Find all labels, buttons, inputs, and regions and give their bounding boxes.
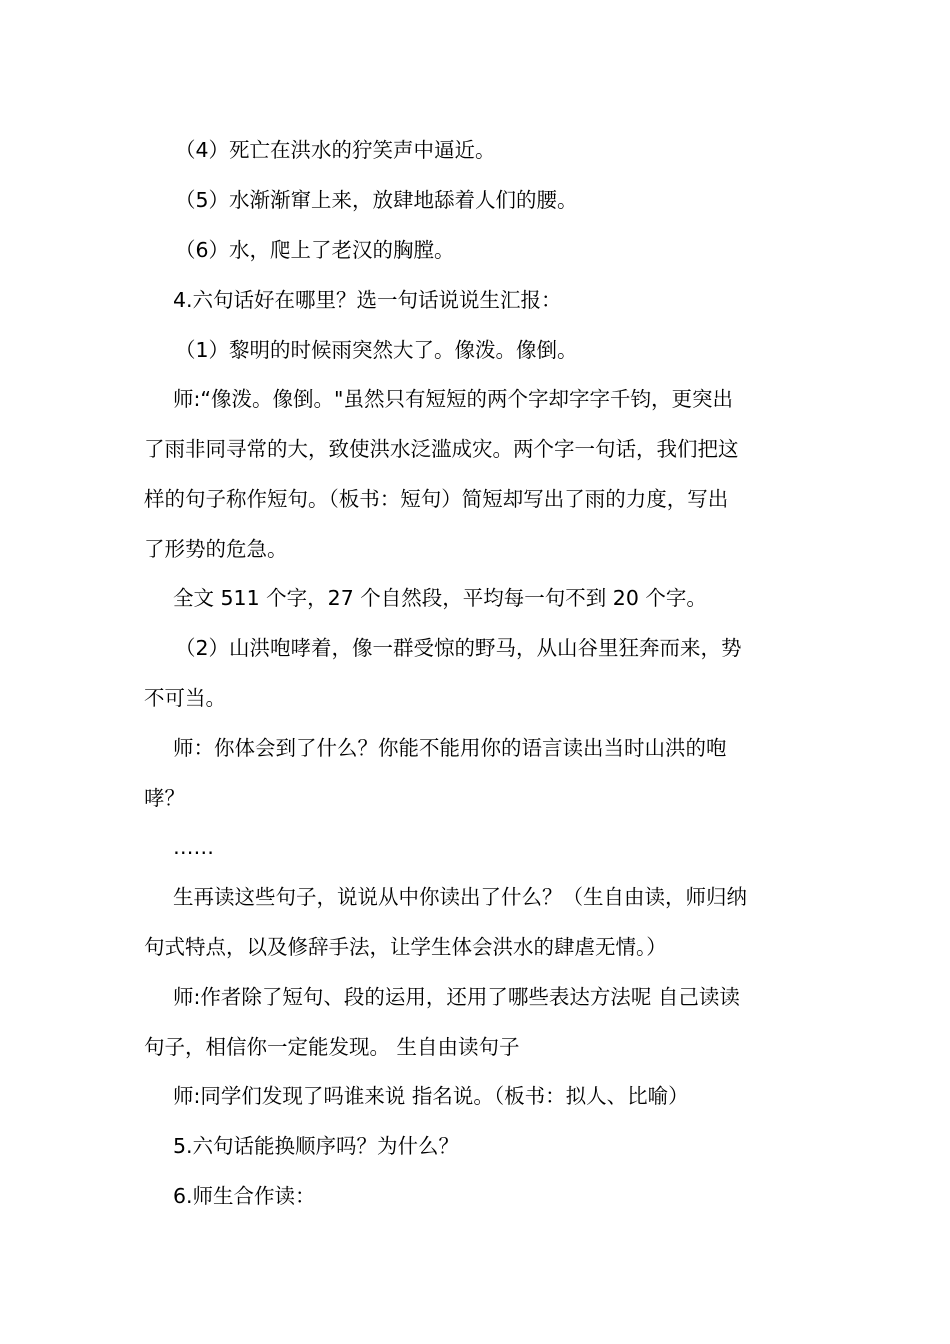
text-line: 了雨非同寻常的大，致使洪水泛滥成灾。两个字一句话，我们把这 [144,437,739,461]
text-line: 句子，相信你一定能发现。 生自由读句子 [144,1035,520,1059]
text-line: 句式特点，以及修辞手法，让学生体会洪水的肆虐无情。） [144,935,667,959]
text-line: （1）黎明的时候雨突然大了。像泼。像倒。 [175,338,578,362]
text-line: 了形势的危急。 [144,537,288,561]
text-line: （5）水渐渐窜上来，放肆地舔着人们的腰。 [175,188,578,212]
text-line: 生再读这些句子，说说从中你读出了什么？（生自由读，师归纳 [173,885,747,909]
text-line: 6.师生合作读： [173,1184,316,1208]
text-line: 4.六句话好在哪里？选一句话说说生汇报： [173,288,562,312]
text-line: （6）水，爬上了老汉的胸膛。 [175,238,455,262]
text-line: 样的句子称作短句。（板书：短句）简短却写出了雨的力度，写出 [144,487,729,511]
text-line: …… [173,835,214,859]
text-line: （2）山洪咆哮着，像一群受惊的野马，从山谷里狂奔而来，势 [175,636,742,660]
text-line: 师:作者除了短句、段的运用，还用了哪些表达方法呢 自己读读 [173,985,740,1009]
text-line: 不可当。 [144,686,226,710]
text-line: 师：你体会到了什么？你能不能用你的语言读出当时山洪的咆 [173,736,727,760]
text-line: 哮？ [144,786,185,810]
text-line: 全文 511 个字，27 个自然段，平均每一句不到 20 个字。 [173,586,707,610]
text-line: 5.六句话能换顺序吗？为什么？ [173,1134,460,1158]
text-line: 师:同学们发现了吗谁来说 指名说。（板书：拟人、比喻） [173,1084,689,1108]
text-line: （4）死亡在洪水的狞笑声中逼近。 [175,138,496,162]
text-line: 师:“像泼。像倒。"虽然只有短短的两个字却字字千钧，更突出 [173,387,733,411]
